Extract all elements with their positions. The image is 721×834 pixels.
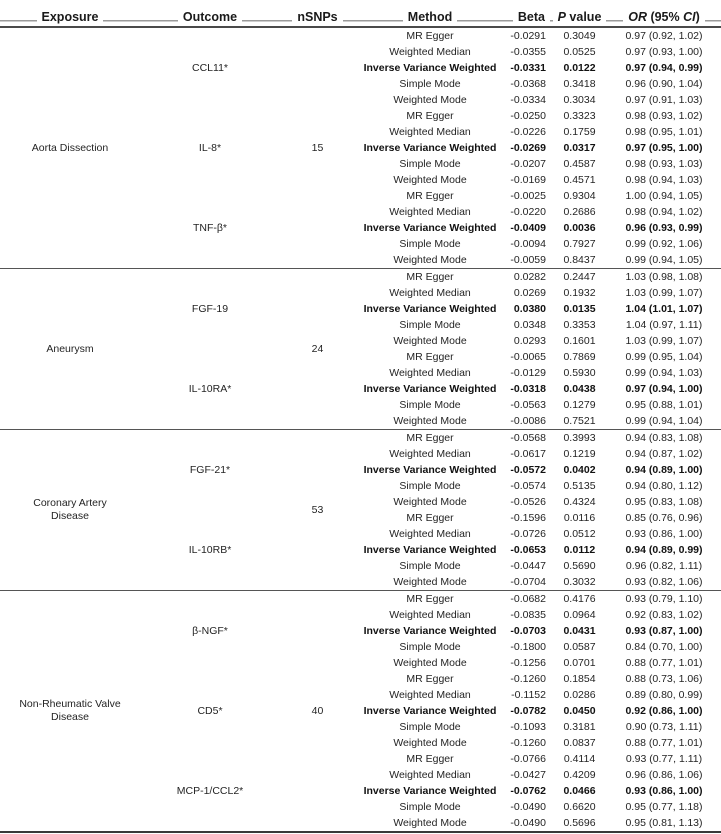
- or-cell: 1.04 (0.97, 1.11): [625, 319, 703, 331]
- beta-cell: -0.0835: [510, 609, 546, 621]
- or-cell: 0.93 (0.82, 1.06): [625, 576, 703, 588]
- beta-cell: -0.0355: [510, 46, 546, 58]
- method-cell: MR Egger: [406, 673, 454, 685]
- or-cell: 0.97 (0.95, 1.00): [625, 142, 703, 154]
- method-cell: Simple Mode: [399, 78, 461, 90]
- or-cell: 0.99 (0.94, 1.05): [625, 254, 703, 266]
- or-cell: 0.97 (0.94, 1.00): [625, 383, 703, 395]
- pvalue-cell: 0.7521: [563, 415, 596, 427]
- method-cell: Inverse Variance Weighted: [363, 222, 497, 234]
- pvalue-cell: 0.0837: [563, 737, 596, 749]
- header-row: [0, 6, 721, 27]
- pvalue-cell: 0.4176: [552, 591, 607, 608]
- beta-cell: 0.0293: [513, 335, 546, 347]
- or-cell: 0.99 (0.95, 1.04): [625, 351, 703, 363]
- beta-cell: -0.0291: [510, 30, 546, 42]
- pvalue-cell: 0.0431: [563, 625, 596, 637]
- header-outcome: [140, 6, 280, 27]
- header-pvalue-label: P value: [553, 9, 607, 26]
- beta-cell: -0.0025: [510, 190, 546, 202]
- beta-cell: -0.0334: [510, 94, 546, 106]
- beta-cell: -0.0782: [510, 705, 546, 717]
- or-cell: 0.98 (0.93, 1.02): [625, 110, 703, 122]
- result-row: [0, 27, 721, 44]
- beta-cell: -0.0094: [510, 238, 546, 250]
- or-cell: 0.97 (0.94, 0.99): [625, 62, 703, 74]
- exposure-cell-text: Coronary Artery Disease: [33, 497, 107, 522]
- outcome-cell: TNF-β*: [192, 222, 228, 234]
- header-pvalue: [552, 6, 607, 27]
- method-cell: Inverse Variance Weighted: [363, 625, 497, 637]
- or-cell: 0.97 (0.91, 1.03): [625, 94, 703, 106]
- pvalue-cell: 0.5696: [563, 817, 596, 829]
- outcome-cell: IL-10RA*: [188, 383, 232, 395]
- pvalue-cell: 0.1932: [563, 287, 596, 299]
- method-cell: Weighted Median: [389, 448, 471, 460]
- method-cell: Weighted Median: [389, 528, 471, 540]
- header-exposure: [0, 6, 140, 27]
- method-cell: MR Egger: [406, 512, 454, 524]
- method-cell: Inverse Variance Weighted: [363, 544, 497, 556]
- method-cell: Weighted Mode: [393, 657, 467, 669]
- nsnps-cell: 15: [311, 142, 324, 154]
- outcome-cell: IL-10RB*: [188, 544, 232, 556]
- beta-cell: -0.0086: [510, 415, 546, 427]
- or-cell: 0.96 (0.82, 1.11): [625, 560, 703, 572]
- beta-cell: 0.0282: [505, 269, 552, 286]
- beta-cell: -0.0169: [510, 174, 546, 186]
- beta-cell: -0.0207: [510, 158, 546, 170]
- table-body: [0, 27, 721, 832]
- beta-cell: 0.0269: [513, 287, 546, 299]
- beta-cell: -0.0574: [510, 480, 546, 492]
- beta-cell: 0.0380: [513, 303, 546, 315]
- pvalue-cell: 0.0317: [563, 142, 596, 154]
- header-exposure-label: Exposure: [37, 9, 104, 26]
- pvalue-cell: 0.3418: [563, 78, 596, 90]
- pvalue-cell: 0.0286: [563, 689, 596, 701]
- or-cell: 0.94 (0.89, 1.00): [625, 464, 703, 476]
- beta-cell: -0.1152: [511, 689, 546, 701]
- beta-cell: -0.0726: [510, 528, 546, 540]
- method-cell: Weighted Mode: [393, 737, 467, 749]
- beta-cell: -0.0059: [510, 254, 546, 266]
- or-cell: 0.90 (0.73, 1.11): [625, 721, 703, 733]
- method-cell: Inverse Variance Weighted: [363, 62, 497, 74]
- or-cell: 0.98 (0.94, 1.03): [625, 174, 703, 186]
- or-cell: 0.97 (0.93, 1.00): [625, 46, 703, 58]
- header-beta-label: Beta: [513, 9, 550, 26]
- pvalue-cell: 0.6620: [563, 801, 596, 813]
- pvalue-cell: 0.1279: [563, 399, 596, 411]
- method-cell: Weighted Mode: [393, 817, 467, 829]
- or-cell: 1.04 (1.01, 1.07): [625, 303, 703, 315]
- method-cell: MR Egger: [355, 430, 505, 447]
- pvalue-cell: 0.1219: [563, 448, 596, 460]
- or-cell: 0.93 (0.86, 1.00): [625, 785, 703, 797]
- pvalue-cell: 0.0466: [563, 785, 596, 797]
- beta-cell: -0.1256: [510, 657, 546, 669]
- or-cell: 0.97 (0.92, 1.02): [625, 30, 703, 42]
- or-cell: 0.98 (0.95, 1.01): [625, 126, 703, 138]
- method-cell: Weighted Median: [389, 46, 471, 58]
- or-cell: 0.89 (0.80, 0.99): [625, 689, 703, 701]
- or-cell: 0.96 (0.93, 0.99): [625, 222, 703, 234]
- or-cell: 1.03 (0.99, 1.07): [625, 335, 703, 347]
- beta-cell: -0.0572: [510, 464, 546, 476]
- or-cell: 0.94 (0.83, 1.08): [607, 430, 721, 447]
- exposure-cell-text: Aneurysm: [46, 342, 94, 355]
- beta-cell: 0.0348: [513, 319, 546, 331]
- method-cell: Simple Mode: [399, 641, 461, 653]
- method-cell: Simple Mode: [399, 801, 461, 813]
- method-cell: Weighted Mode: [393, 496, 467, 508]
- or-cell: 0.95 (0.83, 1.08): [625, 496, 703, 508]
- pvalue-cell: 0.4209: [563, 769, 596, 781]
- method-cell: Weighted Mode: [393, 415, 467, 427]
- pvalue-cell: 0.0122: [563, 62, 596, 74]
- pvalue-cell: 0.8437: [563, 254, 596, 266]
- beta-cell: -0.0762: [510, 785, 546, 797]
- method-cell: Simple Mode: [399, 480, 461, 492]
- beta-cell: -0.1260: [510, 737, 546, 749]
- beta-cell: -0.1800: [510, 641, 546, 653]
- method-cell: MR Egger: [406, 110, 454, 122]
- header-or-ci-label: OR (95% CI): [623, 9, 705, 26]
- method-cell: Simple Mode: [399, 158, 461, 170]
- method-cell: Inverse Variance Weighted: [363, 383, 497, 395]
- header-nsnps-label: nSNPs: [292, 9, 342, 26]
- outcome-cell: FGF-21*: [140, 430, 280, 511]
- header-or-ci: [607, 6, 721, 27]
- outcome-cell: MCP-1/CCL2*: [176, 785, 244, 797]
- or-cell: 0.95 (0.81, 1.13): [625, 817, 703, 829]
- method-cell: Weighted Median: [389, 367, 471, 379]
- method-cell: Weighted Mode: [393, 254, 467, 266]
- or-cell: 0.88 (0.73, 1.06): [625, 673, 703, 685]
- pvalue-cell: 0.5930: [563, 367, 596, 379]
- pvalue-cell: 0.1854: [563, 673, 596, 685]
- mr-results-table: [0, 6, 721, 833]
- pvalue-cell: 0.4324: [563, 496, 596, 508]
- or-cell: 0.95 (0.88, 1.01): [625, 399, 703, 411]
- pvalue-cell: 0.4587: [563, 158, 596, 170]
- pvalue-cell: 0.5690: [563, 560, 596, 572]
- or-cell: 0.99 (0.94, 1.04): [625, 415, 703, 427]
- method-cell: Simple Mode: [399, 238, 461, 250]
- beta-cell: -0.0269: [510, 142, 546, 154]
- nsnps-cell: 53: [280, 430, 355, 591]
- method-cell: Inverse Variance Weighted: [363, 705, 497, 717]
- pvalue-cell: 0.0438: [563, 383, 596, 395]
- pvalue-cell: 0.3181: [563, 721, 596, 733]
- or-cell: 0.92 (0.86, 1.00): [625, 705, 703, 717]
- pvalue-cell: 0.1759: [563, 126, 596, 138]
- header-beta: [505, 6, 552, 27]
- method-cell: Simple Mode: [399, 721, 461, 733]
- beta-cell: -0.0447: [510, 560, 546, 572]
- beta-cell: -0.0490: [510, 817, 546, 829]
- pvalue-cell: 0.7869: [563, 351, 596, 363]
- exposure-cell: [0, 27, 140, 269]
- outcome-cell: IL-8*: [198, 142, 222, 154]
- beta-cell: -0.1260: [510, 673, 546, 685]
- or-cell: 0.85 (0.76, 0.96): [625, 512, 703, 524]
- or-cell: 1.00 (0.94, 1.05): [625, 190, 703, 202]
- exposure-cell: [0, 269, 140, 430]
- or-cell: 1.03 (0.99, 1.07): [625, 287, 703, 299]
- beta-cell: -0.0490: [510, 801, 546, 813]
- beta-cell: -0.0318: [510, 383, 546, 395]
- exposure-cell-text: Non-Rheumatic Valve Disease: [19, 698, 121, 723]
- method-cell: MR Egger: [406, 190, 454, 202]
- method-cell: Simple Mode: [399, 560, 461, 572]
- or-cell: 0.98 (0.93, 1.03): [625, 158, 703, 170]
- pvalue-cell: 0.0036: [563, 222, 596, 234]
- beta-cell: -0.0682: [505, 591, 552, 608]
- result-row: [0, 430, 721, 447]
- method-cell: MR Egger: [406, 30, 454, 42]
- or-cell: 0.93 (0.87, 1.00): [625, 625, 703, 637]
- or-cell: 0.92 (0.83, 1.02): [625, 609, 703, 621]
- or-cell: 0.99 (0.92, 1.06): [625, 238, 703, 250]
- or-cell: 0.88 (0.77, 1.01): [625, 737, 703, 749]
- pvalue-cell: 0.0135: [563, 303, 596, 315]
- header-method-label: Method: [403, 9, 457, 26]
- method-cell: Weighted Mode: [393, 174, 467, 186]
- beta-cell: -0.0568: [505, 430, 552, 447]
- method-cell: Weighted Median: [389, 287, 471, 299]
- beta-cell: -0.0226: [510, 126, 546, 138]
- or-cell: 0.95 (0.77, 1.18): [625, 801, 703, 813]
- exposure-cell: [0, 430, 140, 591]
- pvalue-cell: 0.0512: [563, 528, 596, 540]
- exposure-cell: [0, 591, 140, 833]
- method-cell: Inverse Variance Weighted: [363, 785, 497, 797]
- beta-cell: -0.0220: [510, 206, 546, 218]
- or-cell: 0.94 (0.80, 1.12): [625, 480, 703, 492]
- beta-cell: -0.1596: [510, 512, 546, 524]
- pvalue-cell: 0.9304: [563, 190, 596, 202]
- beta-cell: -0.0427: [510, 769, 546, 781]
- method-cell: MR Egger: [355, 591, 505, 608]
- beta-cell: -0.1093: [510, 721, 546, 733]
- or-cell: 0.94 (0.87, 1.02): [625, 448, 703, 460]
- method-cell: Simple Mode: [399, 399, 461, 411]
- method-cell: Inverse Variance Weighted: [363, 303, 497, 315]
- header-nsnps: [280, 6, 355, 27]
- beta-cell: -0.0617: [510, 448, 546, 460]
- method-cell: Inverse Variance Weighted: [363, 142, 497, 154]
- beta-cell: -0.0065: [510, 351, 546, 363]
- result-row: [0, 591, 721, 608]
- pvalue-cell: 0.5135: [563, 480, 596, 492]
- beta-cell: -0.0129: [510, 367, 546, 379]
- or-cell: 0.93 (0.79, 1.10): [607, 591, 721, 608]
- beta-cell: -0.0331: [510, 62, 546, 74]
- pvalue-cell: 0.1601: [563, 335, 596, 347]
- pvalue-cell: 0.3353: [563, 319, 596, 331]
- beta-cell: -0.0526: [510, 496, 546, 508]
- beta-cell: -0.0653: [510, 544, 546, 556]
- pvalue-cell: 0.3032: [563, 576, 596, 588]
- outcome-cell: β-NGF*: [140, 591, 280, 672]
- method-cell: MR Egger: [406, 753, 454, 765]
- pvalue-cell: 0.3993: [552, 430, 607, 447]
- beta-cell: -0.0368: [510, 78, 546, 90]
- pvalue-cell: 0.7927: [563, 238, 596, 250]
- pvalue-cell: 0.4571: [563, 174, 596, 186]
- header-method: [355, 6, 505, 27]
- or-cell: 0.98 (0.94, 1.02): [625, 206, 703, 218]
- or-cell: 0.99 (0.94, 1.03): [625, 367, 703, 379]
- beta-cell: -0.0250: [510, 110, 546, 122]
- method-cell: Weighted Mode: [393, 94, 467, 106]
- method-cell: Weighted Mode: [393, 335, 467, 347]
- nsnps-cell: 40: [280, 591, 355, 833]
- beta-cell: -0.0703: [510, 625, 546, 637]
- pvalue-cell: 0.0112: [563, 544, 596, 556]
- result-row: [0, 269, 721, 286]
- or-cell: 0.88 (0.77, 1.01): [625, 657, 703, 669]
- pvalue-cell: 0.0964: [563, 609, 596, 621]
- exposure-cell-text: Aorta Dissection: [31, 141, 109, 154]
- pvalue-cell: 0.3034: [563, 94, 596, 106]
- pvalue-cell: 0.2686: [563, 206, 596, 218]
- pvalue-cell: 0.2447: [552, 269, 607, 286]
- or-cell: 0.96 (0.90, 1.04): [625, 78, 703, 90]
- pvalue-cell: 0.4114: [563, 753, 596, 765]
- or-cell: 0.93 (0.86, 1.00): [625, 528, 703, 540]
- method-cell: MR Egger: [406, 351, 454, 363]
- or-cell: 0.96 (0.86, 1.06): [625, 769, 703, 781]
- pvalue-cell: 0.3049: [563, 30, 596, 42]
- header-outcome-label: Outcome: [178, 9, 242, 26]
- or-cell: 0.84 (0.70, 1.00): [625, 641, 703, 653]
- method-cell: Weighted Median: [389, 689, 471, 701]
- or-cell: 0.94 (0.89, 0.99): [625, 544, 703, 556]
- pvalue-cell: 0.0116: [563, 512, 596, 524]
- pvalue-cell: 0.0587: [563, 641, 596, 653]
- method-cell: Weighted Median: [389, 126, 471, 138]
- beta-cell: -0.0766: [510, 753, 546, 765]
- pvalue-cell: 0.3323: [563, 110, 596, 122]
- pvalue-cell: 0.0525: [563, 46, 596, 58]
- beta-cell: -0.0409: [510, 222, 546, 234]
- outcome-cell: CCL11*: [192, 62, 228, 74]
- or-cell: 0.93 (0.77, 1.11): [625, 753, 703, 765]
- method-cell: Simple Mode: [399, 319, 461, 331]
- method-cell: Weighted Mode: [393, 576, 467, 588]
- outcome-cell: CD5*: [197, 705, 223, 717]
- pvalue-cell: 0.0402: [563, 464, 596, 476]
- method-cell: Weighted Median: [389, 609, 471, 621]
- nsnps-cell: 24: [280, 269, 355, 430]
- pvalue-cell: 0.0701: [563, 657, 596, 669]
- method-cell: Inverse Variance Weighted: [363, 464, 497, 476]
- method-cell: Weighted Median: [389, 206, 471, 218]
- pvalue-cell: 0.0450: [563, 705, 596, 717]
- or-cell: 1.03 (0.98, 1.08): [607, 269, 721, 286]
- beta-cell: -0.0704: [510, 576, 546, 588]
- beta-cell: -0.0563: [510, 399, 546, 411]
- method-cell: MR Egger: [355, 269, 505, 286]
- outcome-cell: FGF-19: [140, 269, 280, 350]
- method-cell: Weighted Median: [389, 769, 471, 781]
